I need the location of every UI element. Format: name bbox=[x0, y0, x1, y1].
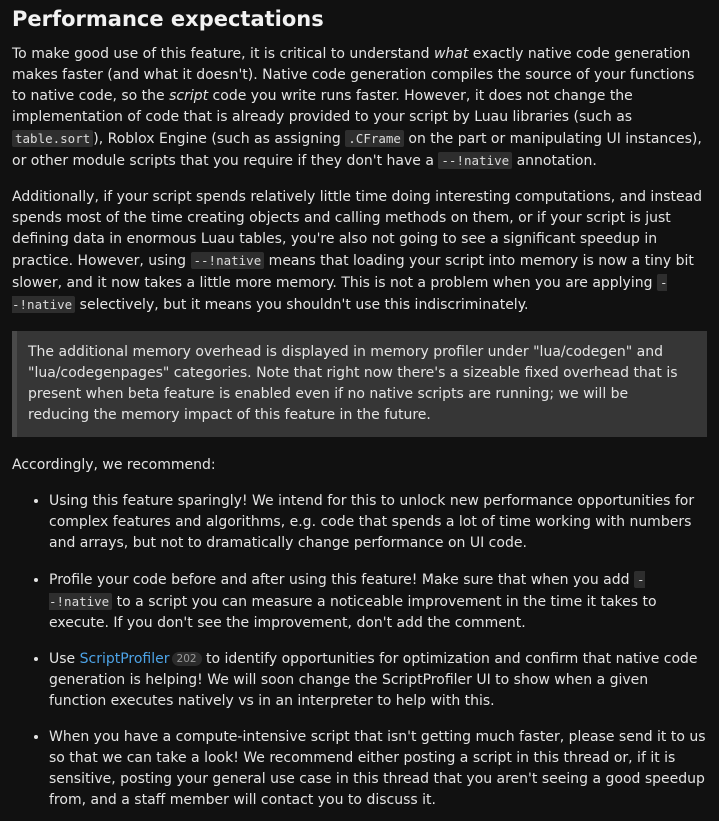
text: means that loading your script into memory is now a tiny bit slower, and it now takes a little more memory. This is not a problem when you are applying bbox=[12, 253, 694, 291]
inline-code: --!native bbox=[49, 572, 645, 609]
text: To make good use of this feature, it is critical to understand bbox=[12, 46, 434, 62]
inline-code: --!native bbox=[438, 152, 512, 169]
list-item: • Using this feature sparingly! We intend for this to unlock new performance opportunities for complex features and algorithms, e.g. code that spends a lot of time working with numbers and arrays, but not to dramatically change performance on UI code. bbox=[49, 491, 707, 554]
text: code you write runs faster. However, it does not change the implementation of code that is already provided to your script by Luau libraries (such as bbox=[12, 88, 633, 125]
section-heading: Performance expectations bbox=[12, 7, 324, 31]
list-item bbox=[49, 569, 707, 634]
emphasis: script bbox=[169, 88, 209, 104]
inline-code: table.sort bbox=[12, 130, 93, 147]
inline-code: --!native bbox=[12, 275, 668, 312]
inline-code: --!native bbox=[191, 252, 265, 269]
list-item: • When you have a compute-intensive script that isn't getting much faster, please send it to us so that we can take a look! We recommend either posting a script in this thread or, if it is sensitive, posting your general use case in this thread that you aren't seeing a good speedup from, and a staff member will contact you to discuss it. bbox=[49, 727, 707, 811]
paragraph-recommend: Accordingly, we recommend: bbox=[12, 457, 216, 473]
text: ), Roblox Engine (such as assigning bbox=[93, 131, 346, 147]
scriptprofiler-link[interactable]: ScriptProfiler bbox=[79, 651, 170, 667]
click-count-badge: 202 bbox=[172, 652, 202, 666]
emphasis: what bbox=[433, 46, 469, 62]
text: Use bbox=[49, 651, 80, 667]
text: annotation. bbox=[512, 153, 597, 169]
text: Profile your code before and after using this feature! Make sure that when you add bbox=[49, 572, 634, 588]
paragraph-intro bbox=[12, 44, 707, 172]
recommendation-list bbox=[12, 491, 707, 811]
text: to a script you can measure a noticeable improvement in the time it takes to execute. If you don't see the improvement, don't add the comment. bbox=[49, 594, 657, 631]
text: Additionally, if your script spends relatively little time doing interesting computations, and instead spends most of the time creating objects and calling methods on them, or if your script is just defining data in enormous Luau tables, you're also not going to see a significant speedup in practice. However, using bbox=[12, 189, 703, 269]
paragraph-additionally bbox=[12, 187, 707, 316]
text: selectively, but it means you shouldn't use this indiscriminately. bbox=[75, 297, 529, 313]
blockquote: The additional memory overhead is displayed in memory profiler under "lua/codegen" and "lua/codegenpages" categories. Note that right now there's a sizeable fixed overhead that is present when beta feature is enabled even if no native scripts are running; we will be reducing the memory impact of this feature in the future. bbox=[12, 331, 707, 437]
text: to identify opportunities for optimization and confirm that native code generation is helping! We will soon change the ScriptProfiler UI to show when a given function executes natively vs in an interpreter to help with this. bbox=[49, 651, 698, 709]
text: exactly native code generation makes faster (and what it doesn't). Native code generation compiles the source of your functions to native code, so the bbox=[12, 46, 695, 104]
inline-code: .CFrame bbox=[345, 130, 404, 147]
text: on the part or manipulating UI instances), or other module scripts that you require if they don't have a bbox=[12, 131, 702, 169]
list-item bbox=[49, 649, 707, 712]
